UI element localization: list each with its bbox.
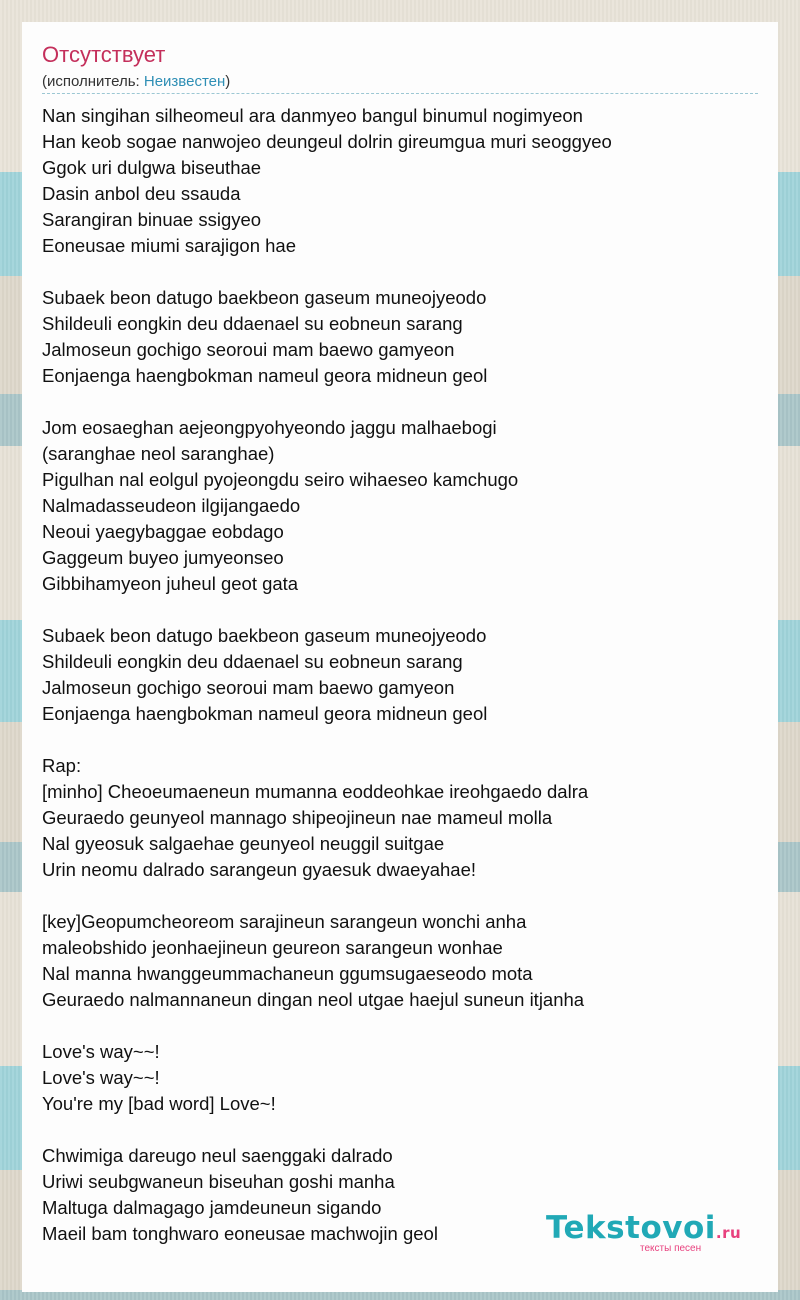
lyrics-line: [minho] Cheoeumaeneun mumanna eoddeohkae ireohgaedo dalra xyxy=(42,781,589,802)
lyrics-line: (saranghae neol saranghae) xyxy=(42,443,275,464)
lyrics-blank-line xyxy=(42,1013,762,1039)
lyrics-line: Gaggeum buyeo jumyeonseo xyxy=(42,547,284,568)
lyrics-line: Neoui yaegybaggae eobdago xyxy=(42,521,284,542)
lyrics-blank-line xyxy=(42,389,762,415)
logo-tld: .ru xyxy=(715,1224,742,1242)
logo-tagline: тексты песен xyxy=(640,1243,702,1254)
lyrics-blank-line xyxy=(42,883,762,909)
lyrics-line: Nal gyeosuk salgaehae geunyeol neuggil suitgae xyxy=(42,833,445,854)
lyrics-line: Nan singihan silheomeul ara danmyeo bangul binumul nogimyeon xyxy=(42,105,583,126)
title-divider xyxy=(42,93,758,94)
lyrics-line: Geuraedo geunyeol mannago shipeojineun nae mameul molla xyxy=(42,807,553,828)
lyrics-line: Gibbihamyeon juheul geot gata xyxy=(42,573,299,594)
lyrics-line: Uriwi seubgwaneun biseuhan goshi manha xyxy=(42,1171,395,1192)
lyrics-line: Eonjaenga haengbokman nameul geora midneun geol xyxy=(42,703,488,724)
lyrics-line: Jom eosaeghan aejeongpyohyeondo jaggu malhaebogi xyxy=(42,417,497,438)
lyrics-line: Dasin anbol deu ssauda xyxy=(42,183,241,204)
lyrics-line: Maltuga dalmagago jamdeuneun sigando xyxy=(42,1197,382,1218)
lyrics-line: Nalmadasseudeon ilgijangaedo xyxy=(42,495,301,516)
lyrics-line: Jalmoseun gochigo seoroui mam baewo gamyeon xyxy=(42,677,455,698)
lyrics-line: Han keob sogae nanwojeo deungeul dolrin gireumgua muri seoggyeo xyxy=(42,131,612,152)
lyrics-line: Sarangiran binuae ssigyeo xyxy=(42,209,262,230)
lyrics-blank-line xyxy=(42,259,762,285)
lyrics-blank-line xyxy=(42,727,762,753)
lyrics-blank-line xyxy=(42,1117,762,1143)
lyrics-line: Eoneusae miumi sarajigon hae xyxy=(42,235,297,256)
lyrics-line: Ggok uri dulgwa biseuthae xyxy=(42,157,262,178)
lyrics-blank-line xyxy=(42,597,762,623)
artist-line xyxy=(42,73,230,90)
logo-text: Tekstovoi xyxy=(546,1210,716,1246)
lyrics-line: Maeil bam tonghwaro eoneusae machwojin geol xyxy=(42,1223,438,1244)
lyrics-line: Love's way~~! xyxy=(42,1067,160,1088)
lyrics-line: Urin neomu dalrado sarangeun gyaesuk dwaeyahae! xyxy=(42,859,477,880)
lyrics-line: Jalmoseun gochigo seoroui mam baewo gamyeon xyxy=(42,339,455,360)
lyrics-line: Shildeuli eongkin deu ddaenael su eobneun sarang xyxy=(42,651,463,672)
song-title: Отсутствует xyxy=(42,42,166,67)
lyrics-line: Eonjaenga haengbokman nameul geora midneun geol xyxy=(42,365,488,386)
lyrics-line: Nal manna hwanggeummachaneun ggumsugaeseodo mota xyxy=(42,963,533,984)
lyrics-line: Subaek beon datugo baekbeon gaseum muneojyeodo xyxy=(42,287,487,308)
lyrics-line: Love's way~~! xyxy=(42,1041,160,1062)
artist-suffix: ) xyxy=(225,73,231,90)
lyrics-line: [key]Geopumcheoreom sarajineun sarangeun wonchi anha xyxy=(42,911,527,932)
artist-link[interactable]: Неизвестен xyxy=(143,73,226,90)
lyrics-card xyxy=(22,22,778,1292)
site-logo[interactable] xyxy=(546,1210,741,1246)
lyrics-line: You're my [bad word] Love~! xyxy=(42,1093,276,1114)
lyrics-line: maleobshido jeonhaejineun geureon sarangeun wonhae xyxy=(42,937,503,958)
lyrics-line: Shildeuli eongkin deu ddaenael su eobneun sarang xyxy=(42,313,463,334)
lyrics-line: Rap: xyxy=(42,755,82,776)
lyrics-line: Pigulhan nal eolgul pyojeongdu seiro wihaeseo kamchugo xyxy=(42,469,519,490)
lyrics-line: Chwimiga dareugo neul saenggaki dalrado xyxy=(42,1145,393,1166)
lyrics-line: Geuraedo nalmannaneun dingan neol utgae haejul suneun itjanha xyxy=(42,989,585,1010)
artist-prefix: (исполнитель: xyxy=(42,73,144,90)
lyrics-line: Subaek beon datugo baekbeon gaseum muneojyeodo xyxy=(42,625,487,646)
lyrics-text xyxy=(42,103,762,1247)
